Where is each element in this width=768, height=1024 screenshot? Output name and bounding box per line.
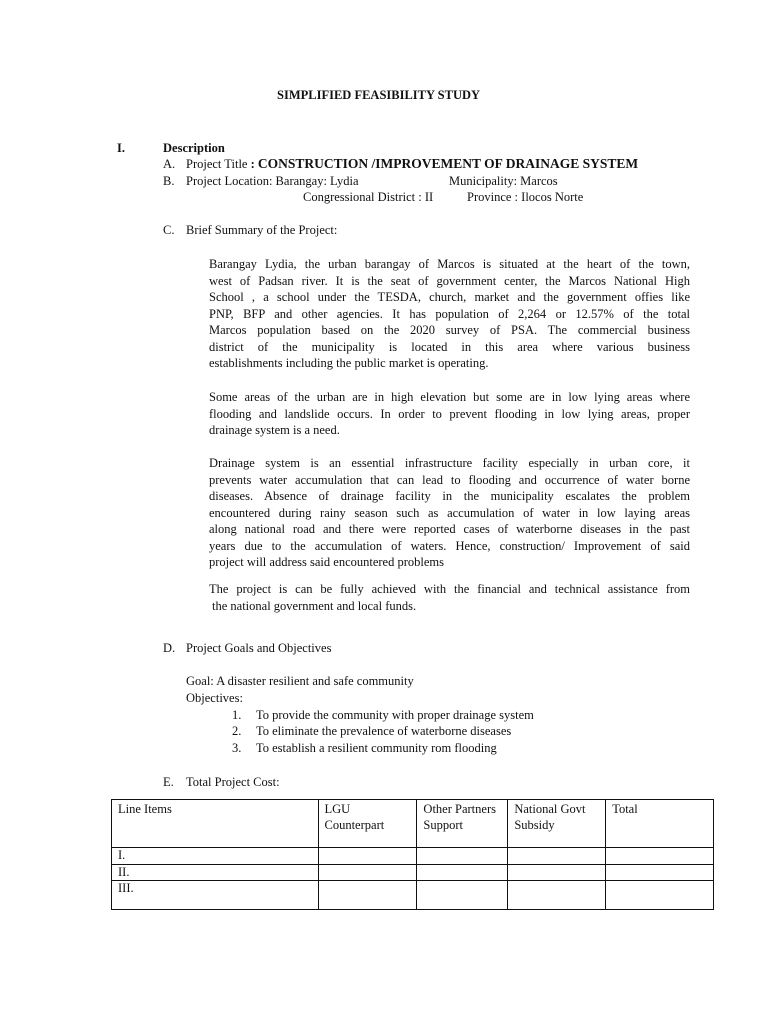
row-label: III. [112,881,319,910]
congressional-district: Congressional District : II [303,190,434,204]
municipality: Municipality: Marcos [449,174,558,188]
p1-line: establishments including the public market is operating. [209,356,489,370]
item-a-row [186,156,638,173]
p2-line: Some areas of the urban are in high elevation but some are in low lying areas where [209,390,690,404]
project-location: Project Location: Barangay: Lydia [186,174,359,188]
table-cell [318,881,417,910]
project-title-sep: : [250,157,255,171]
table-row [112,864,714,881]
table-header-row [112,800,714,848]
objective-number: 3. [232,741,242,755]
item-d-letter: D. [163,641,176,655]
p4-line: the national government and local funds. [212,598,417,613]
p1-line: Marcos population based on the 2020 survey of PSA. The commercial business [209,323,690,337]
table-row [112,881,714,910]
p1-line: PNP, BFP and other agencies. It has population of 2,264 or 12.57% of the total [209,306,690,321]
header-lgu-counterpart: LGU Counterpart [318,800,417,848]
item-c-letter: C. [163,223,175,237]
objective-number: 1. [232,708,242,722]
p3-line: prevents water accumulation that can lead to flooding and occurrence of water borne [209,472,690,487]
p3-line: Drainage system is an essential infrastructure facility especially in urban core, it [209,456,690,470]
header-national-govt-subsidy: National Govt Subsidy [508,800,606,848]
item-e-letter: E. [163,775,174,789]
table-cell [606,848,714,865]
row-label: II. [112,864,319,881]
table-cell [606,864,714,881]
section-number: I. [117,141,125,155]
goals-heading: Project Goals and Objectives [186,641,332,655]
objective-text: To eliminate the prevalence of waterborne diseases [256,724,512,738]
table-cell [508,881,606,910]
header-total: Total [606,800,714,848]
summary-paragraph-3 [209,455,690,571]
table-cell [417,848,508,865]
p3-line: years due to the accumulation of waters. Hence, construction/ Improvement of said [209,538,690,553]
item-a-letter: A. [163,157,176,171]
p1-line: Barangay Lydia, the urban barangay of Marcos is situated at the heart of the town, [209,257,690,271]
p2-line: flooding and landslide occurs. In order to prevent flooding in low lying areas, proper [209,406,690,421]
project-title-label: Project Title [186,157,248,171]
p1-line: district of the municipality is located in this area where various business [209,339,690,354]
header-other-partners-support: Other Partners Support [417,800,508,848]
row-label: I. [112,848,319,865]
objectives-label: Objectives: [186,691,243,705]
table-cell [508,864,606,881]
section-heading: Description [163,141,225,155]
province: Province : Ilocos Norte [467,190,584,204]
item-b-letter: B. [163,174,175,188]
p1-line: west of Padsan river. It is the seat of government center, the Marcos National High [209,273,690,288]
document-title: SIMPLIFIED FEASIBILITY STUDY [277,88,481,102]
p3-line: encountered during rainy season such as accumulation of water in low laying areas [209,505,690,520]
summary-paragraph-2 [209,389,690,439]
project-title-value: CONSTRUCTION /IMPROVEMENT OF DRAINAGE SYSTEM [257,156,639,171]
table-cell [417,881,508,910]
p1-line: School , a school under the TESDA, church, market and the government offies like [209,290,690,304]
p3-line: diseases. Absence of drainage facility in the municipality escalates the problem [209,489,690,503]
table-cell [417,864,508,881]
summary-heading: Brief Summary of the Project: [186,223,338,237]
table-cell [318,864,417,881]
p3-line: along national road and there were reported cases of waterborne diseases in the past [209,522,690,536]
table-cell [318,848,417,865]
p3-line: project will address said encountered problems [209,555,444,569]
objective-text: To provide the community with proper drainage system [256,708,534,722]
project-cost-table [111,799,714,910]
table-cell [508,848,606,865]
summary-paragraph-4 [209,581,690,614]
objective-text: To establish a resilient community rom flooding [256,741,497,755]
objective-number: 2. [232,724,242,738]
p4-line: The project is can be fully achieved with the financial and technical assistance from [209,582,690,596]
summary-paragraph-1 [209,256,690,372]
table-row [112,848,714,865]
goal-text: Goal: A disaster resilient and safe community [186,674,414,688]
cost-heading: Total Project Cost: [186,775,280,789]
header-line-items: Line Items [112,800,319,848]
p2-line: drainage system is a need. [209,423,340,437]
table-cell [606,881,714,910]
